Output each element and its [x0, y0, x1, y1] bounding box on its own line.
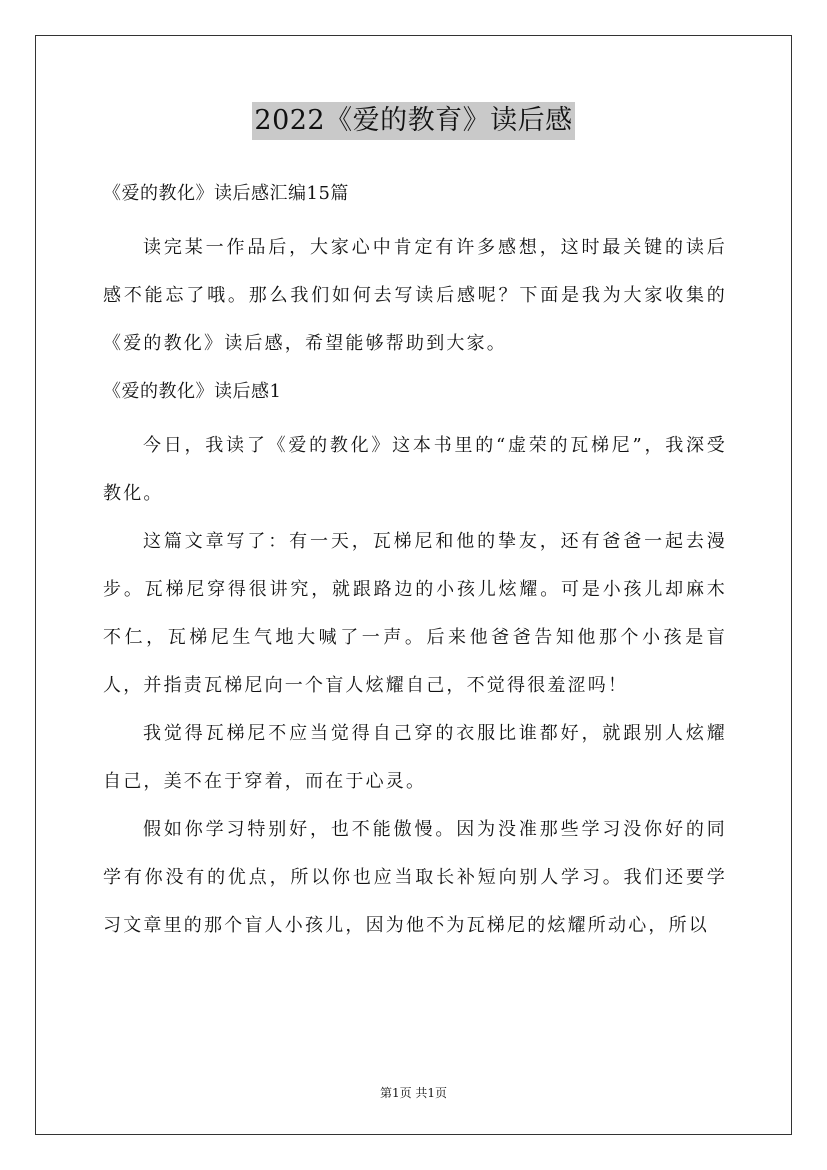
document-body — [103, 170, 727, 950]
section-heading: 《爱的教化》读后感汇编15篇 — [103, 183, 349, 204]
body-paragraph: 我觉得瓦梯尼不应当觉得自己穿的衣服比谁都好，就跟别人炫耀自己，美不在于穿着，而在于心灵。 — [103, 723, 727, 792]
body-paragraph: 这篇文章写了：有一天，瓦梯尼和他的挚友，还有爸爸一起去漫步。瓦梯尼穿得很讲究，就跟路边的小孩儿炫耀。可是小孩儿却麻木不仁，瓦梯尼生气地大喊了一声。后来他爸爸告知他那个小孩是盲人，并指责瓦梯尼向一个盲人炫耀自己，不觉得很羞涩吗！ — [103, 531, 727, 696]
page-footer: 第1页 共1页 — [379, 1086, 448, 1100]
body-paragraph: 假如你学习特别好，也不能傲慢。因为没准那些学习没你好的同学有你没有的优点，所以你也应当取长补短向别人学习。我们还要学习文章里的那个盲人小孩儿，因为他不为瓦梯尼的炫耀所动心，所以 — [103, 819, 727, 936]
body-paragraph: 读完某一作品后，大家心中肯定有许多感想，这时最关键的读后感不能忘了哦。那么我们如何去写读后感呢？下面是我为大家收集的《爱的教化》读后感，希望能够帮助到大家。 — [103, 237, 727, 354]
body-paragraph: 今日，我读了《爱的教化》这本书里的“虚荣的瓦梯尼”，我深受教化。 — [103, 435, 727, 504]
title-container — [0, 102, 827, 140]
section-heading: 《爱的教化》读后感1 — [103, 381, 282, 402]
page-title: 2022《爱的教育》读后感 — [252, 102, 574, 140]
